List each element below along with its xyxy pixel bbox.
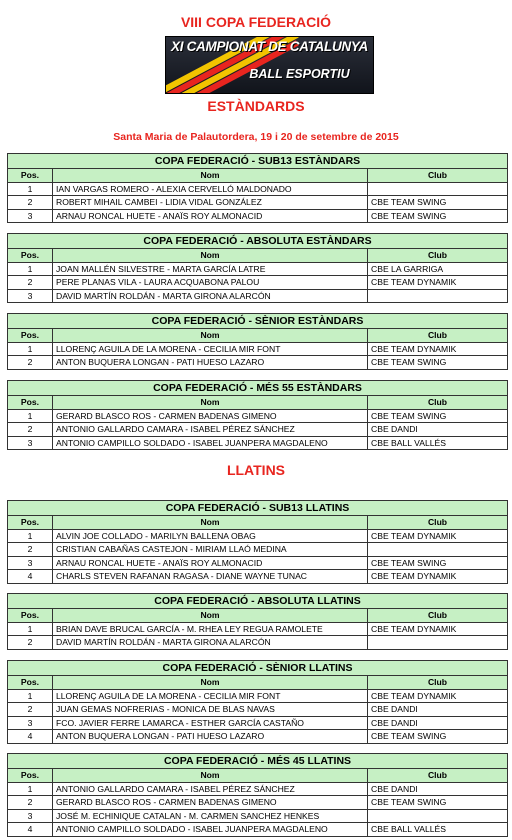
column-header-pos: Pos.: [8, 329, 53, 343]
cell-nom: FCO. JAVIER FERRE LAMARCA - ESTHER GARCÍA CASTAÑO: [53, 716, 368, 730]
championship-banner-logo: [165, 36, 374, 94]
cell-nom: JOSÉ M. ECHINIQUE CATALAN - M. CARMEN SANCHEZ HENKES: [53, 809, 368, 823]
table-row: [8, 276, 508, 290]
results-table: [7, 500, 508, 584]
results-table: [7, 233, 508, 303]
table-title: COPA FEDERACIÓ - SÈNIOR ESTÀNDARS: [8, 314, 508, 329]
table-row: [8, 716, 508, 730]
cell-club: CBE TEAM SWING: [368, 730, 508, 744]
section-title-latins: LLATINS: [226, 462, 286, 478]
cell-nom: ANTONIO GALLARDO CAMARA - ISABEL PÉREZ SÁNCHEZ: [53, 782, 368, 796]
cell-pos: 3: [8, 436, 53, 450]
cell-pos: 3: [8, 716, 53, 730]
cell-club: CBE TEAM DYNAMIK: [368, 570, 508, 584]
cell-club: CBE TEAM SWING: [368, 209, 508, 223]
cell-club: [368, 636, 508, 650]
cell-club: CBE BALL VALLÉS: [368, 436, 508, 450]
column-header-club: Club: [368, 169, 508, 183]
cell-pos: 1: [8, 529, 53, 543]
results-table: [7, 313, 508, 370]
column-header-pos: Pos.: [8, 769, 53, 783]
section-title-standards: ESTÀNDARDS: [207, 98, 305, 114]
table-row: [8, 262, 508, 276]
document-title: VIII COPA FEDERACIÓ: [180, 14, 332, 30]
column-header-club: Club: [368, 769, 508, 783]
table-row: [8, 622, 508, 636]
cell-club: CBE TEAM SWING: [368, 356, 508, 370]
table-title: COPA FEDERACIÓ - MÉS 55 ESTÀNDARS: [8, 381, 508, 396]
cell-pos: 4: [8, 570, 53, 584]
column-header-club: Club: [368, 609, 508, 623]
table-row: [8, 543, 508, 557]
table-row: [8, 556, 508, 570]
column-header-club: Club: [368, 676, 508, 690]
cell-pos: 2: [8, 796, 53, 810]
cell-pos: 2: [8, 423, 53, 437]
cell-club: CBE TEAM SWING: [368, 556, 508, 570]
results-table: [7, 753, 508, 837]
cell-pos: 1: [8, 182, 53, 196]
cell-club: CBE DANDI: [368, 716, 508, 730]
table-row: [8, 423, 508, 437]
table-title: COPA FEDERACIÓ - SÈNIOR LLATINS: [8, 661, 508, 676]
table-title: COPA FEDERACIÓ - SUB13 LLATINS: [8, 501, 508, 516]
table-row: [8, 342, 508, 356]
cell-pos: 2: [8, 196, 53, 210]
table-title: COPA FEDERACIÓ - MÉS 45 LLATINS: [8, 754, 508, 769]
event-subtitle: Santa Maria de Palautordera, 19 i 20 de setembre de 2015: [113, 131, 399, 143]
cell-nom: ANTONIO CAMPILLO SOLDADO - ISABEL JUANPERA MAGDALENO: [53, 436, 368, 450]
column-header-pos: Pos.: [8, 676, 53, 690]
column-header-nom: Nom: [53, 249, 368, 263]
cell-pos: 1: [8, 409, 53, 423]
cell-pos: 4: [8, 730, 53, 744]
table-row: [8, 436, 508, 450]
cell-pos: 3: [8, 556, 53, 570]
column-header-nom: Nom: [53, 396, 368, 410]
cell-club: CBE TEAM SWING: [368, 196, 508, 210]
cell-nom: DAVID MARTÍN ROLDÁN - MARTA GIRONA ALARCÓN: [53, 636, 368, 650]
cell-nom: BRIAN DAVE BRUCAL GARCÍA - M. RHEA LEY REGUA RAMOLETE: [53, 622, 368, 636]
column-header-pos: Pos.: [8, 396, 53, 410]
cell-nom: LLORENÇ AGUILA DE LA MORENA - CECILIA MIR FONT: [53, 342, 368, 356]
cell-pos: 2: [8, 703, 53, 717]
cell-pos: 1: [8, 782, 53, 796]
table-row: [8, 796, 508, 810]
cell-club: CBE LA GARRIGA: [368, 262, 508, 276]
column-header-pos: Pos.: [8, 169, 53, 183]
table-row: [8, 636, 508, 650]
results-table: [7, 153, 508, 223]
table-row: [8, 182, 508, 196]
column-header-pos: Pos.: [8, 516, 53, 530]
table-row: [8, 289, 508, 303]
results-table: [7, 380, 508, 450]
cell-nom: ANTON BUQUERA LONGAN - PATI HUESO LAZARO: [53, 356, 368, 370]
cell-nom: ANTONIO CAMPILLO SOLDADO - ISABEL JUANPERA MAGDALENO: [53, 823, 368, 837]
cell-nom: ANTON BUQUERA LONGAN - PATI HUESO LAZARO: [53, 730, 368, 744]
column-header-nom: Nom: [53, 329, 368, 343]
column-header-club: Club: [368, 396, 508, 410]
table-row: [8, 703, 508, 717]
column-header-club: Club: [368, 516, 508, 530]
cell-pos: 1: [8, 262, 53, 276]
cell-club: CBE TEAM SWING: [368, 409, 508, 423]
table-title: COPA FEDERACIÓ - SUB13 ESTÀNDARS: [8, 154, 508, 169]
table-row: [8, 196, 508, 210]
cell-pos: 2: [8, 276, 53, 290]
cell-club: CBE BALL VALLÉS: [368, 823, 508, 837]
table-title: COPA FEDERACIÓ - ABSOLUTA LLATINS: [8, 594, 508, 609]
cell-pos: 1: [8, 342, 53, 356]
results-table: [7, 660, 508, 744]
cell-pos: 1: [8, 622, 53, 636]
cell-pos: 2: [8, 636, 53, 650]
column-header-nom: Nom: [53, 516, 368, 530]
results-table: [7, 593, 508, 650]
cell-nom: ARNAU RONCAL HUETE - ANAÏS ROY ALMONACID: [53, 556, 368, 570]
column-header-nom: Nom: [53, 676, 368, 690]
table-row: [8, 409, 508, 423]
cell-club: CBE TEAM DYNAMIK: [368, 342, 508, 356]
cell-nom: ALVIN JOE COLLADO - MARILYN BALLENA OBAG: [53, 529, 368, 543]
column-header-nom: Nom: [53, 609, 368, 623]
cell-club: CBE TEAM DYNAMIK: [368, 276, 508, 290]
cell-nom: ANTONIO GALLARDO CAMARA - ISABEL PÉREZ SÁNCHEZ: [53, 423, 368, 437]
cell-club: CBE DANDI: [368, 782, 508, 796]
table-title: COPA FEDERACIÓ - ABSOLUTA ESTÀNDARS: [8, 234, 508, 249]
cell-club: CBE DANDI: [368, 423, 508, 437]
column-header-pos: Pos.: [8, 249, 53, 263]
column-header-pos: Pos.: [8, 609, 53, 623]
cell-club: [368, 543, 508, 557]
table-row: [8, 809, 508, 823]
cell-nom: LLORENÇ AGUILA DE LA MORENA - CECILIA MIR FONT: [53, 689, 368, 703]
table-row: [8, 529, 508, 543]
cell-club: CBE TEAM DYNAMIK: [368, 529, 508, 543]
cell-club: CBE TEAM DYNAMIK: [368, 622, 508, 636]
cell-club: [368, 289, 508, 303]
cell-nom: CRISTIAN CABAÑAS CASTEJON - MIRIAM LLAÓ MEDINA: [53, 543, 368, 557]
column-header-club: Club: [368, 249, 508, 263]
cell-pos: 3: [8, 289, 53, 303]
table-row: [8, 730, 508, 744]
cell-club: [368, 809, 508, 823]
table-row: [8, 782, 508, 796]
cell-pos: 3: [8, 809, 53, 823]
cell-pos: 1: [8, 689, 53, 703]
table-row: [8, 689, 508, 703]
cell-nom: CHARLS STEVEN RAFANAN RAGASA - DIANE WAYNE TUNAC: [53, 570, 368, 584]
cell-nom: ARNAU RONCAL HUETE - ANAÏS ROY ALMONACID: [53, 209, 368, 223]
cell-nom: ROBERT MIHAIL CAMBEI - LIDIA VIDAL GONZÁLEZ: [53, 196, 368, 210]
cell-nom: GERARD BLASCO ROS - CARMEN BADENAS GIMENO: [53, 409, 368, 423]
cell-pos: 2: [8, 543, 53, 557]
cell-club: CBE TEAM SWING: [368, 796, 508, 810]
cell-nom: DAVID MARTÍN ROLDÁN - MARTA GIRONA ALARCÓN: [53, 289, 368, 303]
table-row: [8, 209, 508, 223]
column-header-club: Club: [368, 329, 508, 343]
table-row: [8, 356, 508, 370]
cell-pos: 2: [8, 356, 53, 370]
banner-line-2: BALL ESPORTIU: [249, 67, 350, 81]
cell-pos: 4: [8, 823, 53, 837]
column-header-nom: Nom: [53, 169, 368, 183]
cell-nom: GERARD BLASCO ROS - CARMEN BADENAS GIMENO: [53, 796, 368, 810]
cell-nom: JUAN GEMAS NOFRERIAS - MONICA DE BLAS NAVAS: [53, 703, 368, 717]
cell-club: [368, 182, 508, 196]
cell-nom: IAN VARGAS ROMERO - ALEXIA CERVELLÓ MALDONADO: [53, 182, 368, 196]
table-row: [8, 823, 508, 837]
cell-pos: 3: [8, 209, 53, 223]
cell-club: CBE TEAM DYNAMIK: [368, 689, 508, 703]
banner-line-1: XI CAMPIONAT DE CATALUNYA: [171, 39, 368, 54]
cell-nom: JOAN MALLÉN SILVESTRE - MARTA GARCÍA LATRE: [53, 262, 368, 276]
column-header-nom: Nom: [53, 769, 368, 783]
cell-club: CBE DANDI: [368, 703, 508, 717]
cell-nom: PERE PLANAS VILA - LAURA ACQUABONA PALOU: [53, 276, 368, 290]
table-row: [8, 570, 508, 584]
